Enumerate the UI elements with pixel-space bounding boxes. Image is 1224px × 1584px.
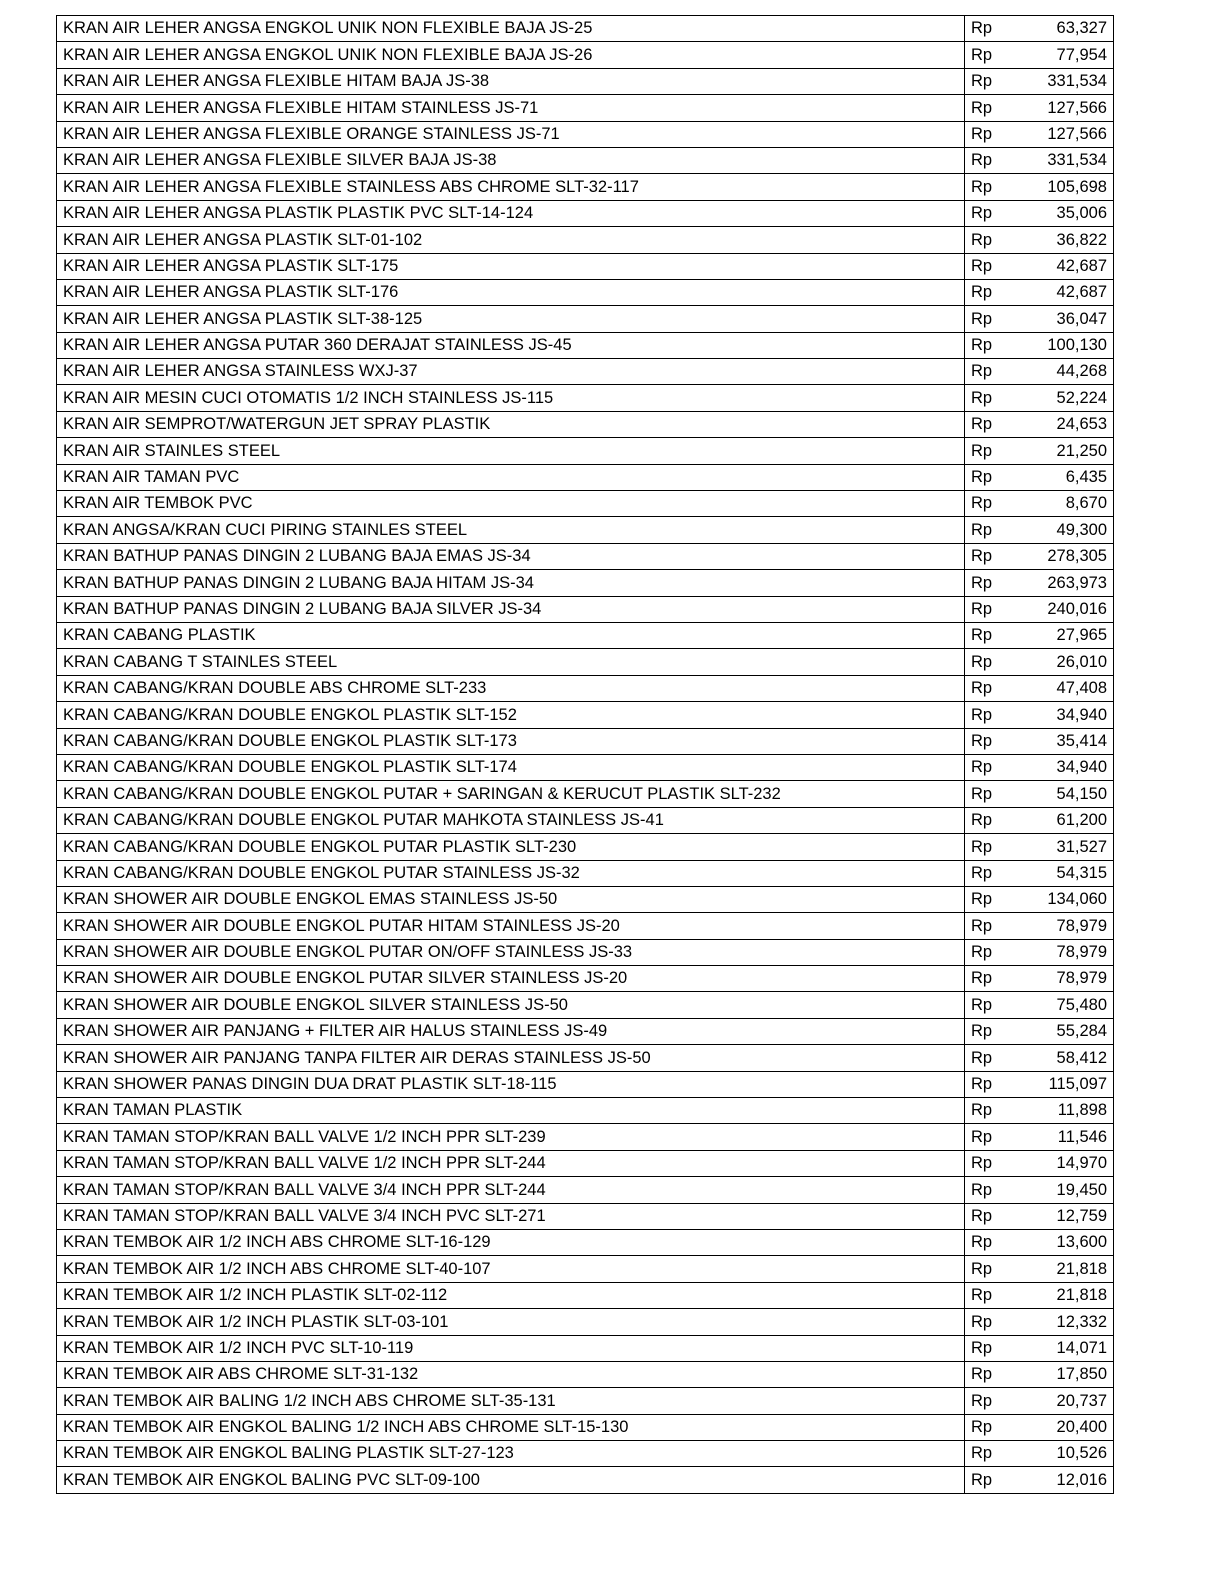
price-cell: 21,818 <box>1017 1256 1114 1282</box>
table-row <box>57 491 1114 517</box>
price-cell: 11,898 <box>1017 1098 1114 1124</box>
product-name-cell: KRAN AIR STAINLES STEEL <box>57 438 965 464</box>
currency-cell: Rp <box>965 543 1018 569</box>
product-name-cell: KRAN CABANG/KRAN DOUBLE ENGKOL PLASTIK SLT-173 <box>57 728 965 754</box>
table-row <box>57 1441 1114 1467</box>
currency-cell: Rp <box>965 306 1018 332</box>
price-cell: 78,979 <box>1017 913 1114 939</box>
table-row <box>57 121 1114 147</box>
currency-cell: Rp <box>965 68 1018 94</box>
price-cell: 42,687 <box>1017 279 1114 305</box>
table-row <box>57 1098 1114 1124</box>
currency-cell: Rp <box>965 1177 1018 1203</box>
currency-cell: Rp <box>965 966 1018 992</box>
currency-cell: Rp <box>965 913 1018 939</box>
product-name-cell: KRAN TAMAN STOP/KRAN BALL VALVE 3/4 INCH PPR SLT-244 <box>57 1177 965 1203</box>
currency-cell: Rp <box>965 1282 1018 1308</box>
product-name-cell: KRAN TAMAN PLASTIK <box>57 1098 965 1124</box>
currency-cell: Rp <box>965 411 1018 437</box>
price-cell: 77,954 <box>1017 42 1114 68</box>
currency-cell: Rp <box>965 385 1018 411</box>
price-cell: 63,327 <box>1017 16 1114 42</box>
product-name-cell: KRAN SHOWER AIR DOUBLE ENGKOL SILVER STAINLESS JS-50 <box>57 992 965 1018</box>
table-row <box>57 1177 1114 1203</box>
product-name-cell: KRAN AIR LEHER ANGSA PLASTIK SLT-01-102 <box>57 227 965 253</box>
price-cell: 47,408 <box>1017 675 1114 701</box>
product-name-cell: KRAN AIR LEHER ANGSA FLEXIBLE STAINLESS ABS CHROME SLT-32-117 <box>57 174 965 200</box>
price-cell: 42,687 <box>1017 253 1114 279</box>
product-name-cell: KRAN AIR MESIN CUCI OTOMATIS 1/2 INCH STAINLESS JS-115 <box>57 385 965 411</box>
product-name-cell: KRAN SHOWER AIR PANJANG TANPA FILTER AIR DERAS STAINLESS JS-50 <box>57 1045 965 1071</box>
price-cell: 75,480 <box>1017 992 1114 1018</box>
product-name-cell: KRAN SHOWER PANAS DINGIN DUA DRAT PLASTIK SLT-18-115 <box>57 1071 965 1097</box>
table-row <box>57 1045 1114 1071</box>
currency-cell: Rp <box>965 279 1018 305</box>
product-name-cell: KRAN TEMBOK AIR 1/2 INCH PLASTIK SLT-02-112 <box>57 1282 965 1308</box>
price-cell: 36,822 <box>1017 227 1114 253</box>
product-name-cell: KRAN AIR LEHER ANGSA PLASTIK SLT-176 <box>57 279 965 305</box>
price-cell: 8,670 <box>1017 491 1114 517</box>
table-row <box>57 622 1114 648</box>
product-name-cell: KRAN TEMBOK AIR 1/2 INCH ABS CHROME SLT-16-129 <box>57 1229 965 1255</box>
currency-cell: Rp <box>965 754 1018 780</box>
table-row <box>57 1018 1114 1044</box>
table-row <box>57 728 1114 754</box>
currency-cell: Rp <box>965 728 1018 754</box>
product-name-cell: KRAN TAMAN STOP/KRAN BALL VALVE 1/2 INCH PPR SLT-239 <box>57 1124 965 1150</box>
currency-cell: Rp <box>965 1414 1018 1440</box>
product-name-cell: KRAN AIR LEHER ANGSA ENGKOL UNIK NON FLEXIBLE BAJA JS-25 <box>57 16 965 42</box>
table-row <box>57 1256 1114 1282</box>
currency-cell: Rp <box>965 834 1018 860</box>
price-cell: 61,200 <box>1017 807 1114 833</box>
table-row <box>57 306 1114 332</box>
currency-cell: Rp <box>965 1071 1018 1097</box>
currency-cell: Rp <box>965 860 1018 886</box>
product-name-cell: KRAN BATHUP PANAS DINGIN 2 LUBANG BAJA SILVER JS-34 <box>57 596 965 622</box>
price-cell: 34,940 <box>1017 754 1114 780</box>
product-name-cell: KRAN CABANG T STAINLES STEEL <box>57 649 965 675</box>
product-name-cell: KRAN TEMBOK AIR BALING 1/2 INCH ABS CHROME SLT-35-131 <box>57 1388 965 1414</box>
price-cell: 21,250 <box>1017 438 1114 464</box>
table-row <box>57 1071 1114 1097</box>
currency-cell: Rp <box>965 42 1018 68</box>
price-cell: 24,653 <box>1017 411 1114 437</box>
table-row <box>57 754 1114 780</box>
price-cell: 12,332 <box>1017 1309 1114 1335</box>
table-row <box>57 1388 1114 1414</box>
product-name-cell: KRAN AIR TEMBOK PVC <box>57 491 965 517</box>
table-row <box>57 1467 1114 1493</box>
price-cell: 105,698 <box>1017 174 1114 200</box>
currency-cell: Rp <box>965 227 1018 253</box>
table-row <box>57 1124 1114 1150</box>
table-row <box>57 860 1114 886</box>
table-row <box>57 200 1114 226</box>
table-row <box>57 886 1114 912</box>
price-cell: 27,965 <box>1017 622 1114 648</box>
product-name-cell: KRAN AIR LEHER ANGSA PLASTIK SLT-175 <box>57 253 965 279</box>
currency-cell: Rp <box>965 886 1018 912</box>
price-cell: 21,818 <box>1017 1282 1114 1308</box>
table-row <box>57 649 1114 675</box>
table-row <box>57 332 1114 358</box>
product-name-cell: KRAN AIR LEHER ANGSA PUTAR 360 DERAJAT STAINLESS JS-45 <box>57 332 965 358</box>
currency-cell: Rp <box>965 1361 1018 1387</box>
product-name-cell: KRAN TEMBOK AIR ENGKOL BALING PLASTIK SLT-27-123 <box>57 1441 965 1467</box>
product-name-cell: KRAN SHOWER AIR DOUBLE ENGKOL EMAS STAINLESS JS-50 <box>57 886 965 912</box>
product-name-cell: KRAN BATHUP PANAS DINGIN 2 LUBANG BAJA HITAM JS-34 <box>57 570 965 596</box>
price-cell: 240,016 <box>1017 596 1114 622</box>
table-row <box>57 1203 1114 1229</box>
price-cell: 6,435 <box>1017 464 1114 490</box>
currency-cell: Rp <box>965 147 1018 173</box>
table-row <box>57 385 1114 411</box>
table-row <box>57 992 1114 1018</box>
currency-cell: Rp <box>965 992 1018 1018</box>
price-cell: 14,071 <box>1017 1335 1114 1361</box>
currency-cell: Rp <box>965 95 1018 121</box>
product-name-cell: KRAN TEMBOK AIR 1/2 INCH ABS CHROME SLT-40-107 <box>57 1256 965 1282</box>
price-cell: 14,970 <box>1017 1150 1114 1176</box>
table-row <box>57 675 1114 701</box>
product-name-cell: KRAN AIR LEHER ANGSA ENGKOL UNIK NON FLEXIBLE BAJA JS-26 <box>57 42 965 68</box>
table-row <box>57 702 1114 728</box>
price-cell: 58,412 <box>1017 1045 1114 1071</box>
product-name-cell: KRAN AIR LEHER ANGSA STAINLESS WXJ-37 <box>57 359 965 385</box>
product-name-cell: KRAN ANGSA/KRAN CUCI PIRING STAINLES STEEL <box>57 517 965 543</box>
currency-cell: Rp <box>965 1124 1018 1150</box>
table-row <box>57 253 1114 279</box>
price-cell: 12,016 <box>1017 1467 1114 1493</box>
product-name-cell: KRAN AIR LEHER ANGSA FLEXIBLE HITAM BAJA JS-38 <box>57 68 965 94</box>
product-name-cell: KRAN TEMBOK AIR ABS CHROME SLT-31-132 <box>57 1361 965 1387</box>
price-cell: 13,600 <box>1017 1229 1114 1255</box>
product-name-cell: KRAN CABANG PLASTIK <box>57 622 965 648</box>
product-name-cell: KRAN TEMBOK AIR 1/2 INCH PLASTIK SLT-03-101 <box>57 1309 965 1335</box>
table-row <box>57 16 1114 42</box>
table-row <box>57 939 1114 965</box>
currency-cell: Rp <box>965 781 1018 807</box>
currency-cell: Rp <box>965 1018 1018 1044</box>
currency-cell: Rp <box>965 491 1018 517</box>
table-row <box>57 464 1114 490</box>
price-cell: 127,566 <box>1017 95 1114 121</box>
price-cell: 78,979 <box>1017 939 1114 965</box>
table-row <box>57 1282 1114 1308</box>
product-name-cell: KRAN CABANG/KRAN DOUBLE ENGKOL PLASTIK SLT-174 <box>57 754 965 780</box>
currency-cell: Rp <box>965 1388 1018 1414</box>
product-name-cell: KRAN AIR TAMAN PVC <box>57 464 965 490</box>
currency-cell: Rp <box>965 1335 1018 1361</box>
price-cell: 54,315 <box>1017 860 1114 886</box>
price-cell: 26,010 <box>1017 649 1114 675</box>
table-row <box>57 438 1114 464</box>
currency-cell: Rp <box>965 807 1018 833</box>
table-row <box>57 596 1114 622</box>
price-cell: 35,414 <box>1017 728 1114 754</box>
table-row <box>57 1335 1114 1361</box>
price-cell: 31,527 <box>1017 834 1114 860</box>
currency-cell: Rp <box>965 438 1018 464</box>
table-row <box>57 1229 1114 1255</box>
product-name-cell: KRAN SHOWER AIR DOUBLE ENGKOL PUTAR SILVER STAINLESS JS-20 <box>57 966 965 992</box>
price-cell: 11,546 <box>1017 1124 1114 1150</box>
currency-cell: Rp <box>965 1309 1018 1335</box>
product-name-cell: KRAN AIR LEHER ANGSA PLASTIK PLASTIK PVC SLT-14-124 <box>57 200 965 226</box>
currency-cell: Rp <box>965 1229 1018 1255</box>
currency-cell: Rp <box>965 702 1018 728</box>
table-row <box>57 570 1114 596</box>
product-name-cell: KRAN TEMBOK AIR 1/2 INCH PVC SLT-10-119 <box>57 1335 965 1361</box>
currency-cell: Rp <box>965 1256 1018 1282</box>
product-name-cell: KRAN CABANG/KRAN DOUBLE ENGKOL PUTAR STAINLESS JS-32 <box>57 860 965 886</box>
price-list-sheet <box>56 15 1114 1494</box>
price-cell: 331,534 <box>1017 147 1114 173</box>
price-cell: 44,268 <box>1017 359 1114 385</box>
product-name-cell: KRAN TAMAN STOP/KRAN BALL VALVE 3/4 INCH PVC SLT-271 <box>57 1203 965 1229</box>
price-cell: 19,450 <box>1017 1177 1114 1203</box>
product-name-cell: KRAN SHOWER AIR PANJANG + FILTER AIR HALUS STAINLESS JS-49 <box>57 1018 965 1044</box>
currency-cell: Rp <box>965 332 1018 358</box>
currency-cell: Rp <box>965 649 1018 675</box>
product-name-cell: KRAN AIR LEHER ANGSA PLASTIK SLT-38-125 <box>57 306 965 332</box>
table-row <box>57 174 1114 200</box>
price-cell: 55,284 <box>1017 1018 1114 1044</box>
table-row <box>57 1150 1114 1176</box>
currency-cell: Rp <box>965 1441 1018 1467</box>
product-name-cell: KRAN AIR LEHER ANGSA FLEXIBLE SILVER BAJA JS-38 <box>57 147 965 173</box>
price-cell: 54,150 <box>1017 781 1114 807</box>
currency-cell: Rp <box>965 464 1018 490</box>
currency-cell: Rp <box>965 622 1018 648</box>
table-row <box>57 1309 1114 1335</box>
currency-cell: Rp <box>965 16 1018 42</box>
table-row <box>57 834 1114 860</box>
product-name-cell: KRAN TEMBOK AIR ENGKOL BALING PVC SLT-09-100 <box>57 1467 965 1493</box>
price-cell: 78,979 <box>1017 966 1114 992</box>
currency-cell: Rp <box>965 1467 1018 1493</box>
currency-cell: Rp <box>965 121 1018 147</box>
table-row <box>57 147 1114 173</box>
table-row <box>57 807 1114 833</box>
currency-cell: Rp <box>965 675 1018 701</box>
product-name-cell: KRAN CABANG/KRAN DOUBLE ENGKOL PUTAR MAHKOTA STAINLESS JS-41 <box>57 807 965 833</box>
price-cell: 278,305 <box>1017 543 1114 569</box>
price-cell: 17,850 <box>1017 1361 1114 1387</box>
price-cell: 331,534 <box>1017 68 1114 94</box>
table-row <box>57 781 1114 807</box>
product-name-cell: KRAN SHOWER AIR DOUBLE ENGKOL PUTAR ON/OFF STAINLESS JS-33 <box>57 939 965 965</box>
product-name-cell: KRAN CABANG/KRAN DOUBLE ENGKOL PUTAR PLASTIK SLT-230 <box>57 834 965 860</box>
product-name-cell: KRAN TEMBOK AIR ENGKOL BALING 1/2 INCH ABS CHROME SLT-15-130 <box>57 1414 965 1440</box>
price-cell: 36,047 <box>1017 306 1114 332</box>
price-cell: 115,097 <box>1017 1071 1114 1097</box>
currency-cell: Rp <box>965 517 1018 543</box>
table-row <box>57 411 1114 437</box>
currency-cell: Rp <box>965 359 1018 385</box>
price-cell: 20,400 <box>1017 1414 1114 1440</box>
price-table <box>56 15 1114 1494</box>
price-cell: 49,300 <box>1017 517 1114 543</box>
currency-cell: Rp <box>965 1045 1018 1071</box>
price-cell: 34,940 <box>1017 702 1114 728</box>
currency-cell: Rp <box>965 200 1018 226</box>
table-row <box>57 95 1114 121</box>
product-name-cell: KRAN SHOWER AIR DOUBLE ENGKOL PUTAR HITAM STAINLESS JS-20 <box>57 913 965 939</box>
price-cell: 12,759 <box>1017 1203 1114 1229</box>
table-row <box>57 543 1114 569</box>
table-row <box>57 517 1114 543</box>
currency-cell: Rp <box>965 174 1018 200</box>
price-cell: 100,130 <box>1017 332 1114 358</box>
table-row <box>57 279 1114 305</box>
currency-cell: Rp <box>965 1203 1018 1229</box>
price-cell: 20,737 <box>1017 1388 1114 1414</box>
table-row <box>57 1414 1114 1440</box>
product-name-cell: KRAN CABANG/KRAN DOUBLE ENGKOL PLASTIK SLT-152 <box>57 702 965 728</box>
product-name-cell: KRAN AIR LEHER ANGSA FLEXIBLE ORANGE STAINLESS JS-71 <box>57 121 965 147</box>
price-cell: 52,224 <box>1017 385 1114 411</box>
product-name-cell: KRAN TAMAN STOP/KRAN BALL VALVE 1/2 INCH PPR SLT-244 <box>57 1150 965 1176</box>
table-row <box>57 913 1114 939</box>
product-name-cell: KRAN BATHUP PANAS DINGIN 2 LUBANG BAJA EMAS JS-34 <box>57 543 965 569</box>
product-name-cell: KRAN AIR LEHER ANGSA FLEXIBLE HITAM STAINLESS JS-71 <box>57 95 965 121</box>
price-cell: 10,526 <box>1017 1441 1114 1467</box>
product-name-cell: KRAN CABANG/KRAN DOUBLE ABS CHROME SLT-233 <box>57 675 965 701</box>
currency-cell: Rp <box>965 939 1018 965</box>
currency-cell: Rp <box>965 1150 1018 1176</box>
table-row <box>57 1361 1114 1387</box>
price-cell: 127,566 <box>1017 121 1114 147</box>
table-row <box>57 359 1114 385</box>
price-table-body <box>57 16 1114 1494</box>
table-row <box>57 42 1114 68</box>
table-row <box>57 966 1114 992</box>
currency-cell: Rp <box>965 1098 1018 1124</box>
price-cell: 134,060 <box>1017 886 1114 912</box>
product-name-cell: KRAN CABANG/KRAN DOUBLE ENGKOL PUTAR + SARINGAN & KERUCUT PLASTIK SLT-232 <box>57 781 965 807</box>
currency-cell: Rp <box>965 570 1018 596</box>
currency-cell: Rp <box>965 596 1018 622</box>
price-cell: 35,006 <box>1017 200 1114 226</box>
currency-cell: Rp <box>965 253 1018 279</box>
table-row <box>57 227 1114 253</box>
table-row <box>57 68 1114 94</box>
price-cell: 263,973 <box>1017 570 1114 596</box>
product-name-cell: KRAN AIR SEMPROT/WATERGUN JET SPRAY PLASTIK <box>57 411 965 437</box>
